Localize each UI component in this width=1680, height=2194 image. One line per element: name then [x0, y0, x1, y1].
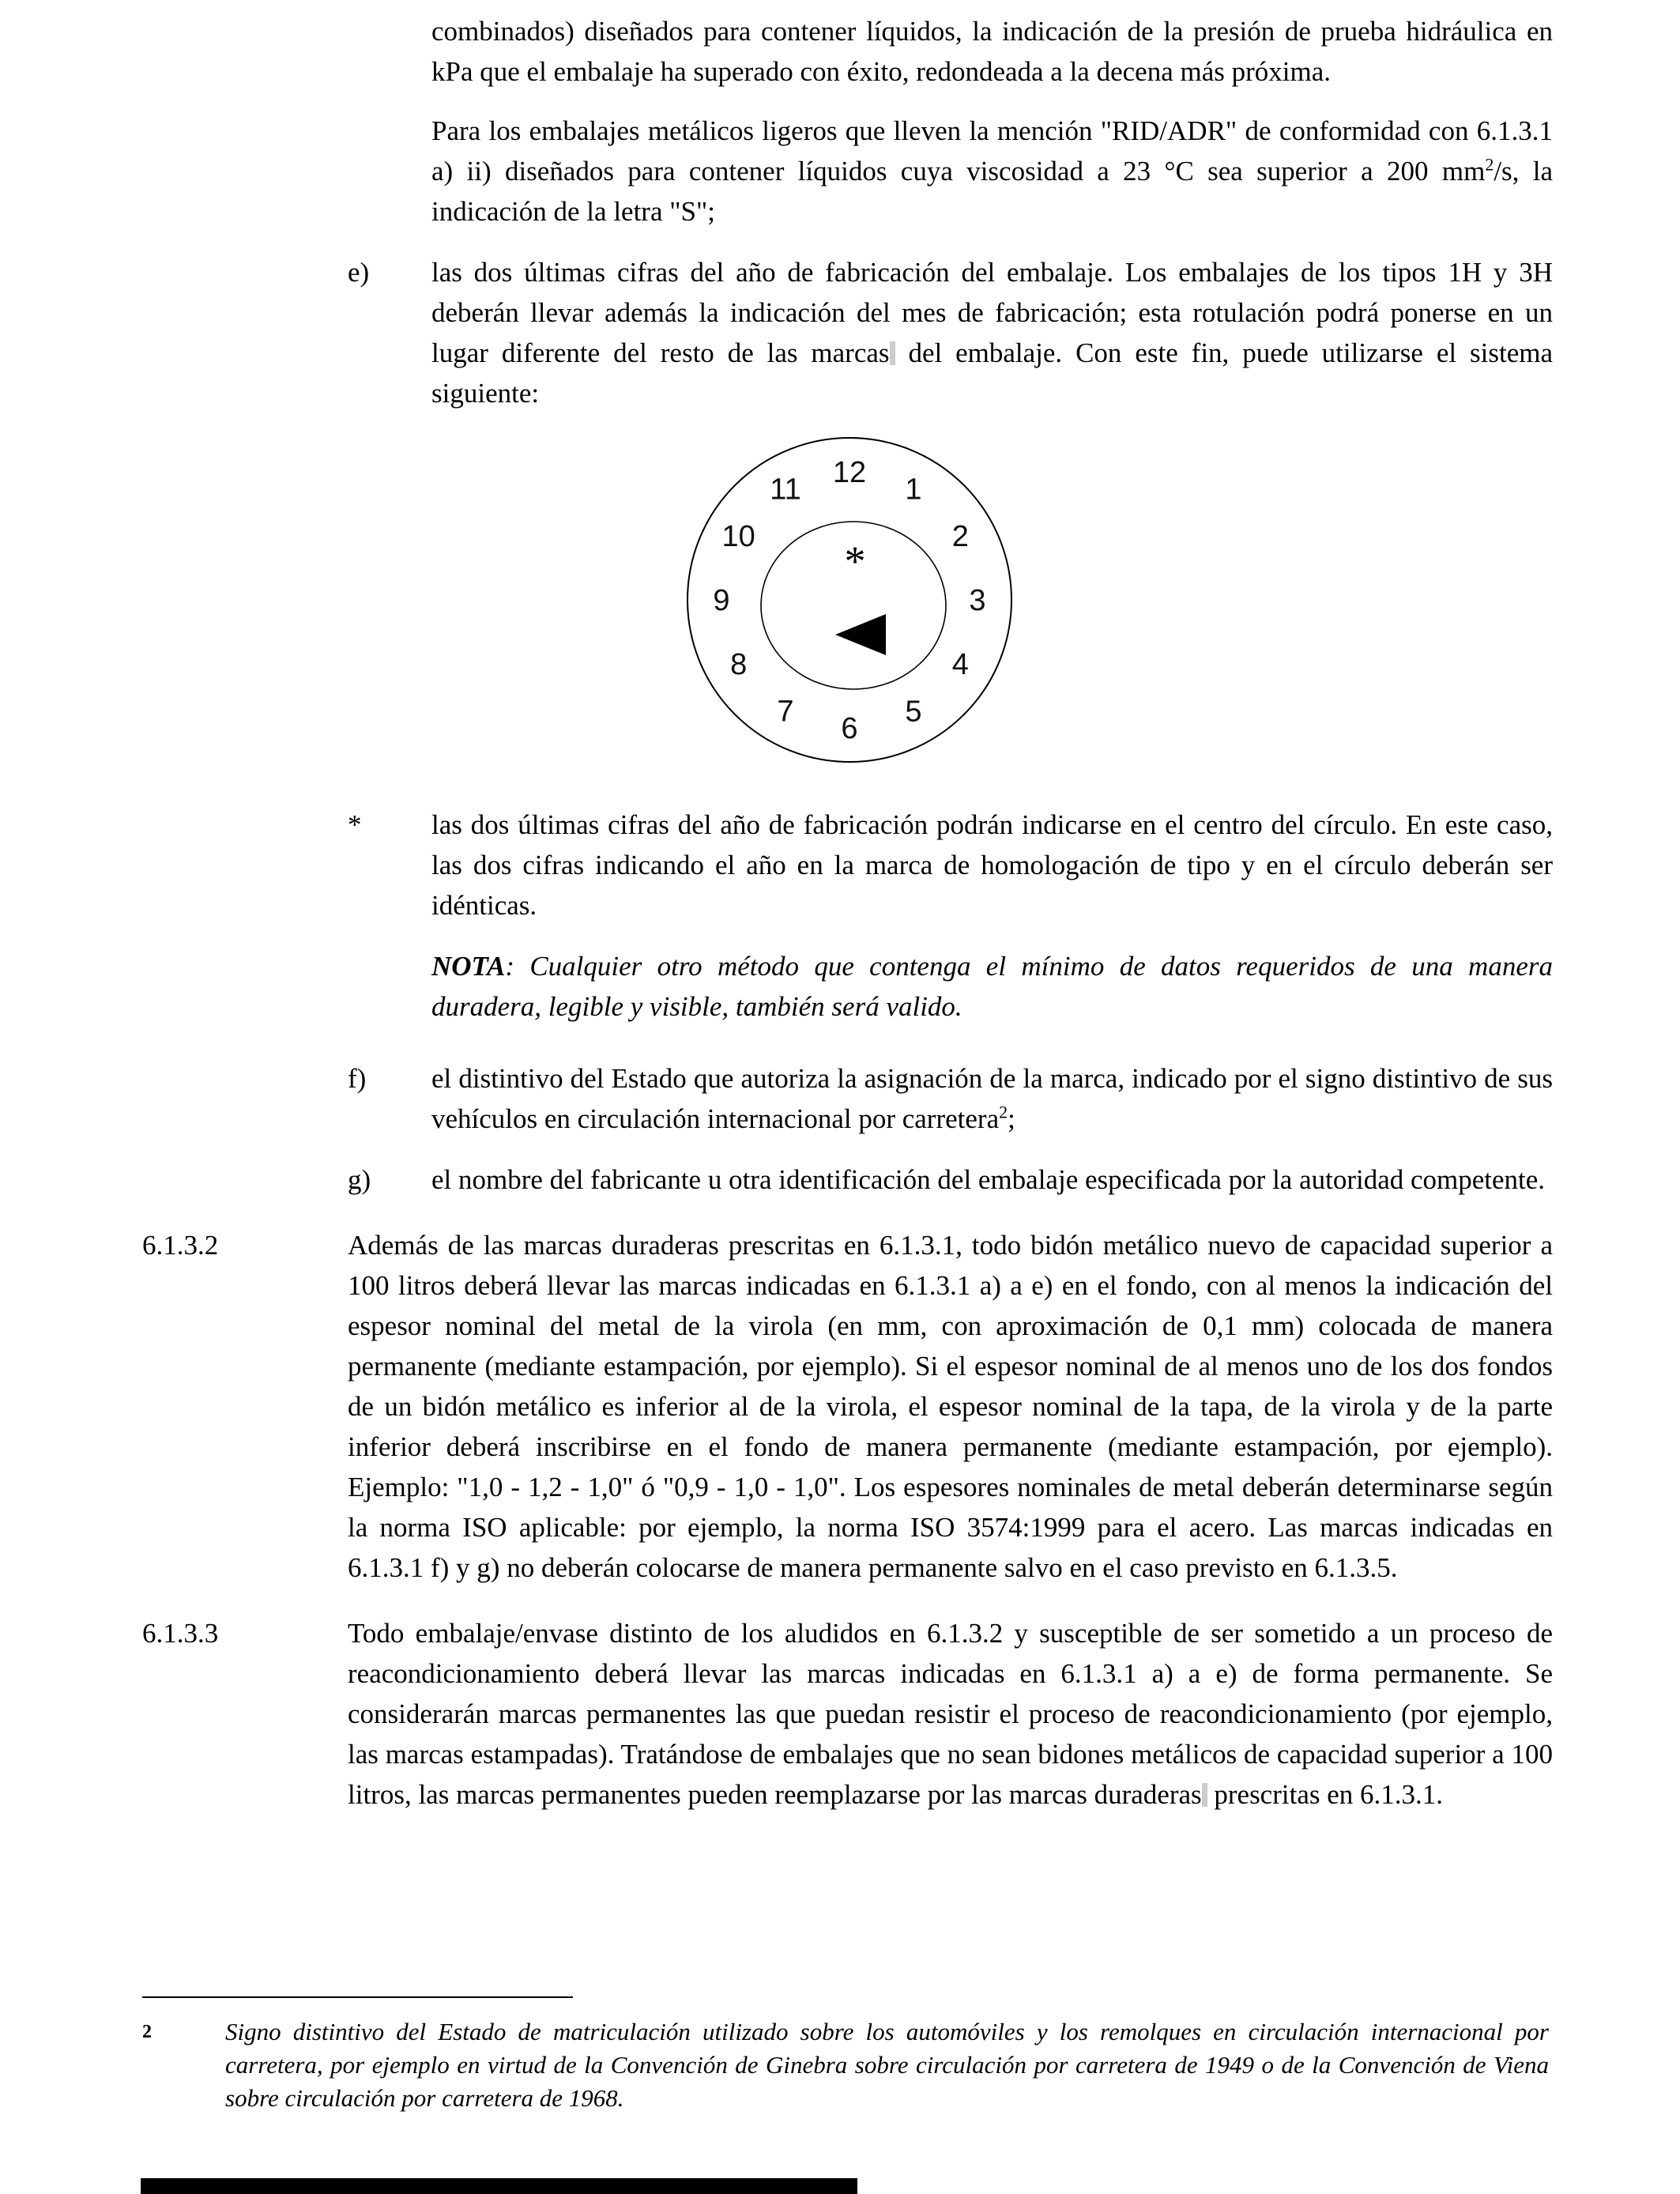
list-item-text: el nombre del fabricante u otra identificación del embalaje especificada por la autoridad competente.: [431, 1164, 1546, 1195]
footnote-row: [142, 2015, 1553, 2115]
paragraph-text: las dos últimas cifras del año de fabricación del embalaje. Los embalajes de los tipos 1H y 3H deberán llevar además la indicación del mes de fabricación; esta rotulación podrá ponerse en un lugar diferente del resto de las marcas: [431, 257, 1553, 368]
clock-number: 12: [832, 456, 867, 489]
clock-number: 10: [721, 520, 755, 553]
nota-text-block: [431, 946, 1553, 1027]
clock-number: 1: [905, 473, 922, 507]
paragraph-rid-adr: [431, 111, 1553, 232]
clock-numbers: [713, 456, 985, 745]
paragraph-text: prescritas en 6.1.3.1.: [1207, 1779, 1444, 1810]
list-letter: f): [348, 1063, 367, 1094]
section-text: Además de las marcas duraderas prescritas en 6.1.3.1, todo bidón metálico nuevo de capacidad superior a 100 litros deberá llevar las marcas indicadas en 6.1.3.1 a) a e) en el fondo, con al menos la indicación del espesor nominal del metal de la virola (en mm, con aproximación de 0,1 mm) colocada de manera permanente (mediante estampación, por ejemplo). Si el espesor nominal de al menos uno de los dos fondos de un bidón metálico es inferior al de la virola, el espesor nominal de la tapa, de la virola y de la parte inferior deberá inscribirse en el fondo de manera permanente (mediante estampación, por ejemplo). Ejemplo: "1,0 - 1,2 - 1,0" ó "0,9 - 1,0 - 1,0". Los espesores nominales de metal deberán determinarse según la norma ISO aplicable: por ejemplo, la norma ISO 3574:1999 para el acero. Las marcas indicadas en 6.1.3.1 f) y g) no deberán colocarse de manera permanente salvo en el caso previsto en 6.1.3.5.: [348, 1230, 1553, 1583]
clock-number: 6: [841, 712, 858, 745]
paragraph-hydraulic-pressure: [431, 11, 1553, 92]
clock-number: 7: [777, 695, 794, 729]
edit-mark: [890, 341, 895, 365]
clock-center-asterisk: *: [844, 537, 866, 585]
list-letter: g): [348, 1164, 371, 1195]
clock-number: 11: [770, 473, 801, 507]
clock-diagram: [668, 420, 1031, 779]
section-text: [348, 1613, 1553, 1815]
paragraph-text: el distintivo del Estado que autoriza la asignación de la marca, indicado por el signo distintivo de sus vehículos en circulación internacional por carretera: [431, 1063, 1553, 1134]
list-letter: e): [348, 257, 370, 288]
clock-number: 2: [951, 520, 969, 553]
footnote-area: [142, 1996, 1553, 2115]
section-6132: [142, 1225, 1553, 1588]
edit-mark: [1202, 1783, 1207, 1807]
section-number: 6.1.3.3: [142, 1618, 219, 1649]
section-6133: [142, 1613, 1553, 1815]
footnote-separator: [142, 1996, 573, 1998]
paragraph-text: Todo embalaje/envase distinto de los aludidos en 6.1.3.2 y susceptible de ser sometido a un proceso de reacondicionamiento deberá llevar las marcas indicadas en 6.1.3.1 a) a e) de forma permanente. Se considerarán marcas permanentes las que puedan resistir el proceso de reacondicionamiento (por ejemplo, las marcas estampadas). Tratándose de embalajes que no sean bidones metálicos de capacidad superior a 100 litros, las marcas permanentes pueden reemplazarse por las marcas duraderas: [348, 1618, 1553, 1810]
nota-block: [348, 946, 1553, 1027]
list-item-text: [431, 1058, 1553, 1139]
nota-label: NOTA: [431, 951, 506, 982]
section-number: 6.1.3.2: [142, 1230, 219, 1261]
paragraph-text: ;: [1008, 1103, 1015, 1134]
superscript: 2: [1485, 154, 1494, 175]
scan-artifact-bar: [141, 2178, 857, 2194]
asterisk-label: *: [348, 809, 362, 840]
asterisk-note-text: las dos últimas cifras del año de fabricación podrán indicarse en el centro del círculo. En este caso, las dos cifras indicando el año en la marca de homologación de tipo y en el círculo deberán ser idénticas.: [431, 809, 1553, 921]
nota-spacer: [348, 946, 431, 1027]
list-item-g: [348, 1159, 1553, 1200]
list-item-text: [431, 252, 1553, 413]
footnote-text: Signo distintivo del Estado de matriculación utilizado sobre los automóviles y los remolques en circulación internacional por carretera, por ejemplo en virtud de la Convención de Ginebra sobre circulación por carretera de 1949 o de la Convención de Viena sobre circulación por carretera de 1968.: [225, 2018, 1549, 2112]
footnote-number: 2: [142, 2022, 152, 2042]
paragraph-text: /s, la indicación de la letra "S";: [431, 156, 1553, 227]
nota-text: : Cualquier otro método que contenga el mínimo de datos requeridos de una manera duradera, legible y visible, también será valido.: [431, 951, 1553, 1022]
clock-month-arrow-icon: [835, 614, 886, 655]
list-item-e: [348, 252, 1553, 413]
clock-number: 8: [730, 648, 748, 681]
clock-number: 5: [905, 695, 922, 729]
clock-number: 3: [969, 584, 986, 617]
paragraph-text: Para los embalajes metálicos ligeros que lleven la mención "RID/ADR" de conformidad con 6.1.3.1 a) ii) diseñados para contener líquidos cuya viscosidad a 23 °C sea superior a 200 mm: [431, 115, 1553, 187]
paragraph-text: del embalaje. Con este fin, puede utilizarse el sistema siguiente:: [431, 337, 1554, 409]
list-item-asterisk-note: [348, 805, 1553, 925]
list-item-f: [348, 1058, 1553, 1139]
footnote-reference: 2: [999, 1102, 1008, 1122]
clock-number: 9: [713, 584, 730, 617]
paragraph-text: combinados) diseñados para contener líquidos, la indicación de la presión de prueba hidráulica en kPa que el embalaje ha superado con éxito, redondeada a la decena más próxima.: [431, 16, 1553, 87]
clock-number: 4: [951, 648, 969, 681]
